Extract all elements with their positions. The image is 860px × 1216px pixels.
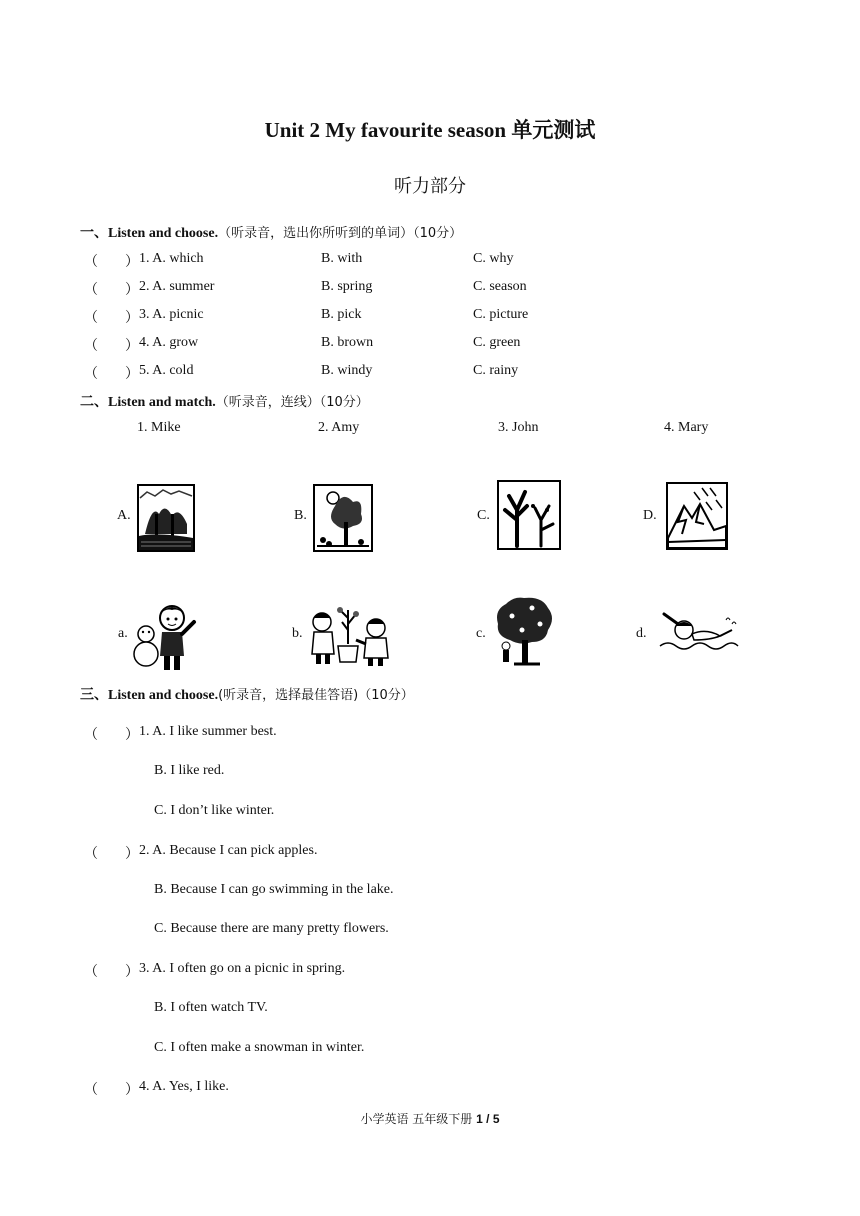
- scene-label-b: B.: [294, 508, 307, 523]
- option-a: 4. A. grow: [139, 335, 199, 350]
- name-mary: 4. Mary: [664, 420, 709, 435]
- name-amy: 2. Amy: [318, 420, 360, 435]
- page-title: Unit 2 My favourite season 单元测试: [264, 118, 596, 142]
- answer-blank[interactable]: （: [84, 311, 98, 326]
- answer-blank-close: ）: [125, 965, 139, 980]
- answer-blank-close: ）: [125, 339, 139, 354]
- q4-option-a: 4. A. Yes, I like.: [139, 1079, 229, 1094]
- answer-blank[interactable]: （: [84, 847, 98, 862]
- spring-scene-icon: [137, 484, 195, 552]
- footer-text: 小学英语 五年级下册: [360, 1112, 473, 1126]
- swimming-icon: [654, 600, 740, 662]
- option-b: B. brown: [321, 335, 374, 350]
- option-c: C. picture: [473, 307, 529, 322]
- q2-option-c: C. Because there are many pretty flowers.: [154, 921, 389, 936]
- option-b: B. pick: [321, 307, 362, 322]
- name-mike: 1. Mike: [137, 420, 181, 435]
- option-a: 3. A. picnic: [139, 307, 204, 322]
- option-b: B. windy: [321, 363, 373, 378]
- answer-blank-close: ）: [125, 255, 139, 270]
- answer-blank[interactable]: （: [84, 339, 98, 354]
- option-c: C. green: [473, 335, 521, 350]
- option-b: B. with: [321, 251, 363, 266]
- section3-heading: 三、Listen and choose.(听录音，选择最佳答语)（10分）: [80, 688, 414, 703]
- answer-blank[interactable]: （: [84, 367, 98, 382]
- section2-heading: 二、Listen and match.（听录音，连线）（10分）: [80, 395, 369, 410]
- answer-blank-close: ）: [125, 283, 139, 298]
- option-c: C. rainy: [473, 363, 519, 378]
- scene-label-a: A.: [117, 508, 131, 523]
- scene-label-c: C.: [477, 508, 490, 523]
- scene-label-d: D.: [643, 508, 657, 523]
- option-a: 2. A. summer: [139, 279, 215, 294]
- answer-blank[interactable]: （: [84, 965, 98, 980]
- page-number: 1 / 5: [476, 1112, 500, 1126]
- answer-blank[interactable]: （: [84, 1083, 98, 1098]
- winter-scene-icon: [666, 482, 728, 550]
- activity-label-d: d.: [636, 626, 647, 641]
- q2-option-b: B. Because I can go swimming in the lake.: [154, 882, 394, 897]
- answer-blank-close: ）: [125, 311, 139, 326]
- q2-option-a: 2. A. Because I can pick apples.: [139, 843, 318, 858]
- snowman-boy-icon: [132, 600, 202, 672]
- q3-option-a: 3. A. I often go on a picnic in spring.: [139, 961, 346, 976]
- q3-option-c: C. I often make a snowman in winter.: [154, 1040, 365, 1055]
- option-c: C. why: [473, 251, 514, 266]
- answer-blank[interactable]: （: [84, 255, 98, 270]
- answer-blank-close: ）: [125, 847, 139, 862]
- option-a: 5. A. cold: [139, 363, 194, 378]
- section1-heading: 一、Listen and choose.（听录音，选出你所听到的单词）（10分）: [80, 226, 463, 241]
- answer-blank[interactable]: （: [84, 728, 98, 743]
- activity-label-a: a.: [118, 626, 128, 641]
- answer-blank-close: ）: [125, 367, 139, 382]
- answer-blank-close: ）: [125, 1083, 139, 1098]
- page-footer: [0, 1110, 860, 1127]
- q3-option-b: B. I often watch TV.: [154, 1000, 268, 1015]
- answer-blank[interactable]: （: [84, 283, 98, 298]
- option-c: C. season: [473, 279, 527, 294]
- answer-blank-close: ）: [125, 728, 139, 743]
- option-b: B. spring: [321, 279, 373, 294]
- q1-option-a: 1. A. I like summer best.: [139, 724, 277, 739]
- q1-option-c: C. I don’t like winter.: [154, 803, 275, 818]
- apple-tree-icon: [492, 594, 556, 670]
- name-john: 3. John: [498, 420, 539, 435]
- option-a: 1. A. which: [139, 251, 204, 266]
- activity-label-b: b.: [292, 626, 303, 641]
- autumn-scene-icon: [497, 480, 561, 550]
- page-subtitle: 听力部分: [394, 176, 466, 196]
- summer-scene-icon: [313, 484, 373, 552]
- q1-option-b: B. I like red.: [154, 763, 225, 778]
- activity-label-c: c.: [476, 626, 486, 641]
- planting-trees-icon: [308, 600, 394, 668]
